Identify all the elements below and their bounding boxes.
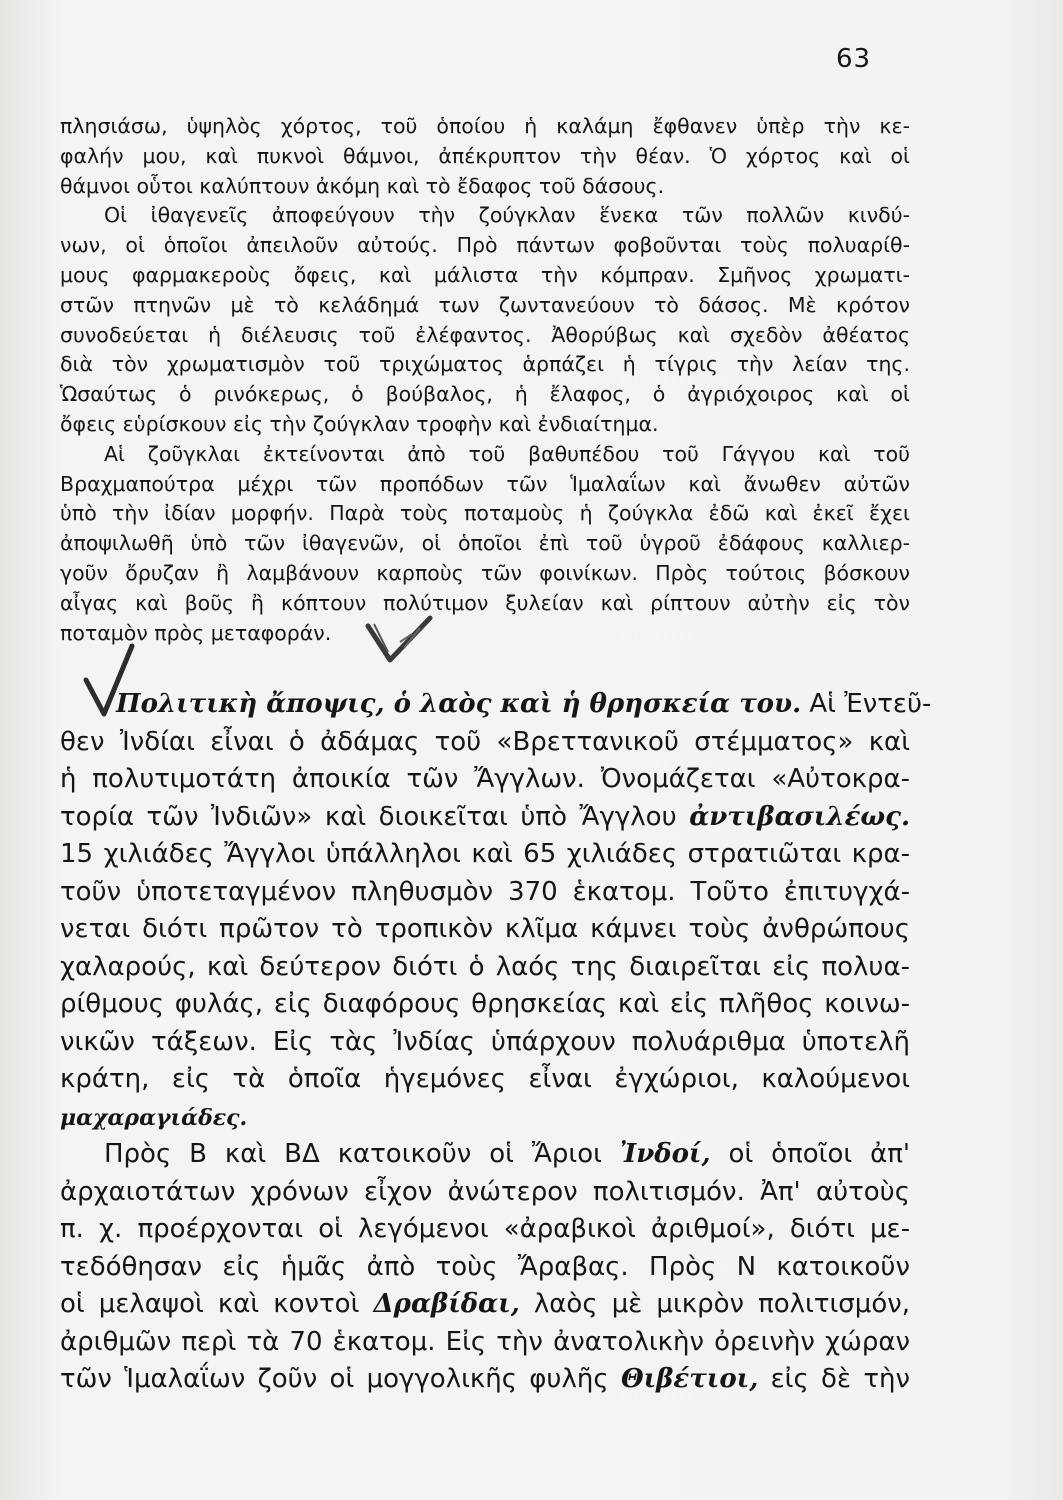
text-line: φαλήν μου, καὶ πυκνοὶ θάμνοι, ἀπέκρυπτον τὴν θέαν. Ὁ χόρτος καὶ οἱ [60, 143, 910, 168]
text-fragment: εἰς δὲ τὴν [770, 1364, 910, 1394]
text-line: ποταμὸν πρὸς μεταφοράν. [60, 620, 332, 645]
text-line: Αἱ ζοῦγκλαι ἐκτείνονται ἀπὸ τοῦ βαθυπέδου τοῦ Γάγγου καὶ τοῦ [104, 441, 910, 466]
section-heading-line [60, 686, 932, 724]
text-line: ἡ πολυτιμοτάτη ἀποικία τῶν Ἄγγλων. Ὀνομάζεται «Αὐτοκρα- [60, 764, 910, 794]
text-line: νων, οἱ ὁποῖοι ἀπειλοῦν αὐτούς. Πρὸ πάντων φοβοῦνται τοὺς πολυαρίθ- [60, 233, 910, 258]
text-fragment: τῶν Ἱμαλαΐων ζοῦν οἱ μογγολικῆς φυλῆς [60, 1364, 609, 1394]
text-line: μους φαρμακεροὺς ὄφεις, καὶ μάλιστα τὴν κόμπραν. Σμῆνος χρωματι- [60, 262, 910, 287]
text-line: γοῦν ὄρυζαν ἢ λαμβάνουν καρποὺς τῶν φοινίκων. Πρὸς τούτοις βόσκουν [60, 560, 910, 585]
text-line: 15 χιλιάδες Ἄγγλοι ὑπάλληλοι καὶ 65 χιλιάδες στρατιῶται κρα- [60, 839, 910, 869]
text-line: ὑπὸ τὴν ἰδίαν μορφήν. Παρὰ τοὺς ποταμοὺς ἡ ζούγκλα ἐδῶ καὶ ἐκεῖ ἔχει [60, 501, 910, 526]
lower-text-block [60, 686, 932, 1399]
text-fragment: Πρὸς Β καὶ ΒΔ κατοικοῦν οἱ Ἄριοι [104, 1139, 602, 1169]
text-line: νικῶν τάξεων. Εἰς τὰς Ἰνδίας ὑπάρχουν πολυάριθμα ὑποτελῆ [60, 1026, 910, 1057]
section-heading: Πολιτικὴ ἄποψις, ὁ λαὸς καὶ ἡ θρησκεία του. [116, 689, 802, 719]
text-line-with-term [60, 1099, 910, 1137]
text-line-with-term [60, 799, 910, 837]
text-line: χαλαρούς, καὶ δεύτερον διότι ὁ λαός της διαιρεῖται εἰς πολυα- [60, 951, 910, 982]
upper-text-block [60, 112, 910, 648]
text-line: ἀρχαιοτάτων χρόνων εἶχον ἀνώτερον πολιτισμόν. Ἀπ' αὐτοὺς [60, 1176, 910, 1207]
text-fragment: Αἱ Ἐντεῦ- [809, 689, 932, 719]
text-line: τοῦν ὑποτεταγμένον πληθυσμὸν 370 ἑκατομ. Τοῦτο ἐπιτυγχά- [60, 876, 910, 907]
text-line: τεδόθησαν εἰς ἡμᾶς ἀπὸ τοὺς Ἄραβας. Πρὸς Ν κατοικοῦν [60, 1251, 910, 1282]
text-line: Οἱ ἰθαγενεῖς ἀποφεύγουν τὴν ζούγκλαν ἕνεκα τῶν πολλῶν κινδύ- [104, 203, 910, 228]
text-fragment: οἱ μελαψοὶ καὶ κοντοὶ [60, 1289, 360, 1319]
text-line-with-term [60, 1286, 910, 1324]
text-line: π. χ. προέρχονται οἱ λεγόμενοι «ἀραβικοὶ ἀριθμοί», διότι με- [60, 1214, 910, 1244]
emphasized-term: μαχαραγιάδες. [60, 1104, 248, 1131]
emphasized-term: ἀντιβασιλέως. [689, 801, 911, 832]
text-line: νεται διότι πρῶτον τὸ τροπικὸν κλῖμα κάμνει τοὺς ἀνθρώπους [60, 914, 910, 944]
text-line: διὰ τὸν χρωματισμὸν τοῦ τριχώματος ἁρπάζει ἡ τίγρις τὴν λείαν της. [60, 352, 910, 377]
emphasized-term: Ἰνδοί, [619, 1139, 711, 1169]
text-line: ἀποψιλωθῆ ὑπὸ τῶν ἰθαγενῶν, οἱ ὁποῖοι ἐπὶ τοῦ ὑγροῦ ἐδάφους καλλιερ- [60, 531, 910, 556]
text-line: θάμνοι οὗτοι καλύπτουν ἀκόμη καὶ τὸ ἔδαφος τοῦ δάσους. [60, 173, 665, 198]
text-line-with-term [60, 1136, 910, 1174]
pencil-check-mark-icon [360, 612, 450, 667]
text-fragment: τορία τῶν Ἰνδιῶν» καὶ διοικεῖται ὑπὸ Ἄγγλου [60, 801, 677, 832]
text-line: ὄφεις εὑρίσκουν εἰς τὴν ζούγκλαν τροφὴν καὶ ἐνδιαίτημα. [60, 411, 659, 436]
text-line: ρίθμους φυλάς, εἰς διαφόρους θρησκείας καὶ εἰς πλῆθος κοινω- [60, 989, 910, 1019]
emphasized-term: Θιβέτιοι, [620, 1364, 759, 1394]
text-line: αἶγας καὶ βοῦς ἢ κόπτουν πολύτιμον ξυλείαν καὶ ρίπτουν αὐτὴν εἰς τὸν [60, 590, 910, 615]
text-line: κράτη, εἰς τὰ ὁποῖα ἡγεμόνες εἶναι ἐγχώριοι, καλούμενοι [60, 1064, 910, 1094]
text-line: Ὡσαύτως ὁ ρινόκερως, ὁ βούβαλος, ἡ ἔλαφος, ὁ ἀγριόχοιρος καὶ οἱ [60, 382, 910, 407]
text-fragment: οἱ ὁποῖοι ἀπ' [728, 1139, 911, 1169]
text-line: στῶν πτηνῶν μὲ τὸ κελάδημά των ζωντανεύουν τὸ δάσος. Μὲ κρότον [60, 292, 910, 317]
emphasized-term: Δραβίδαι, [373, 1289, 520, 1319]
text-line: πλησιάσω, ὑψηλὸς χόρτος, τοῦ ὁποίου ἡ καλάμη ἔφθανεν ὑπὲρ τὴν κε- [60, 114, 910, 138]
text-fragment: λαὸς μὲ μικρὸν πολιτισμόν, [533, 1289, 911, 1319]
page-number: 63 [836, 44, 872, 74]
text-line: συνοδεύεται ἡ διέλευσις τοῦ ἐλέφαντος. Ἀθορύβως καὶ σχεδὸν ἀθέατος [60, 322, 910, 347]
text-line: θεν Ἰνδίαι εἶναι ὁ ἀδάμας τοῦ «Βρεττανικοῦ στέμματος» καὶ [60, 726, 910, 757]
text-line-with-term [60, 1361, 910, 1399]
text-line: Βραχμαπούτρα μέχρι τῶν προπόδων τῶν Ἱμαλαΐων καὶ ἄνωθεν αὐτῶν [60, 471, 910, 496]
text-line: ἀριθμῶν περὶ τὰ 70 ἑκατομ. Εἰς τὴν ἀνατολικὴν ὀρεινὴν χώραν [60, 1326, 910, 1357]
